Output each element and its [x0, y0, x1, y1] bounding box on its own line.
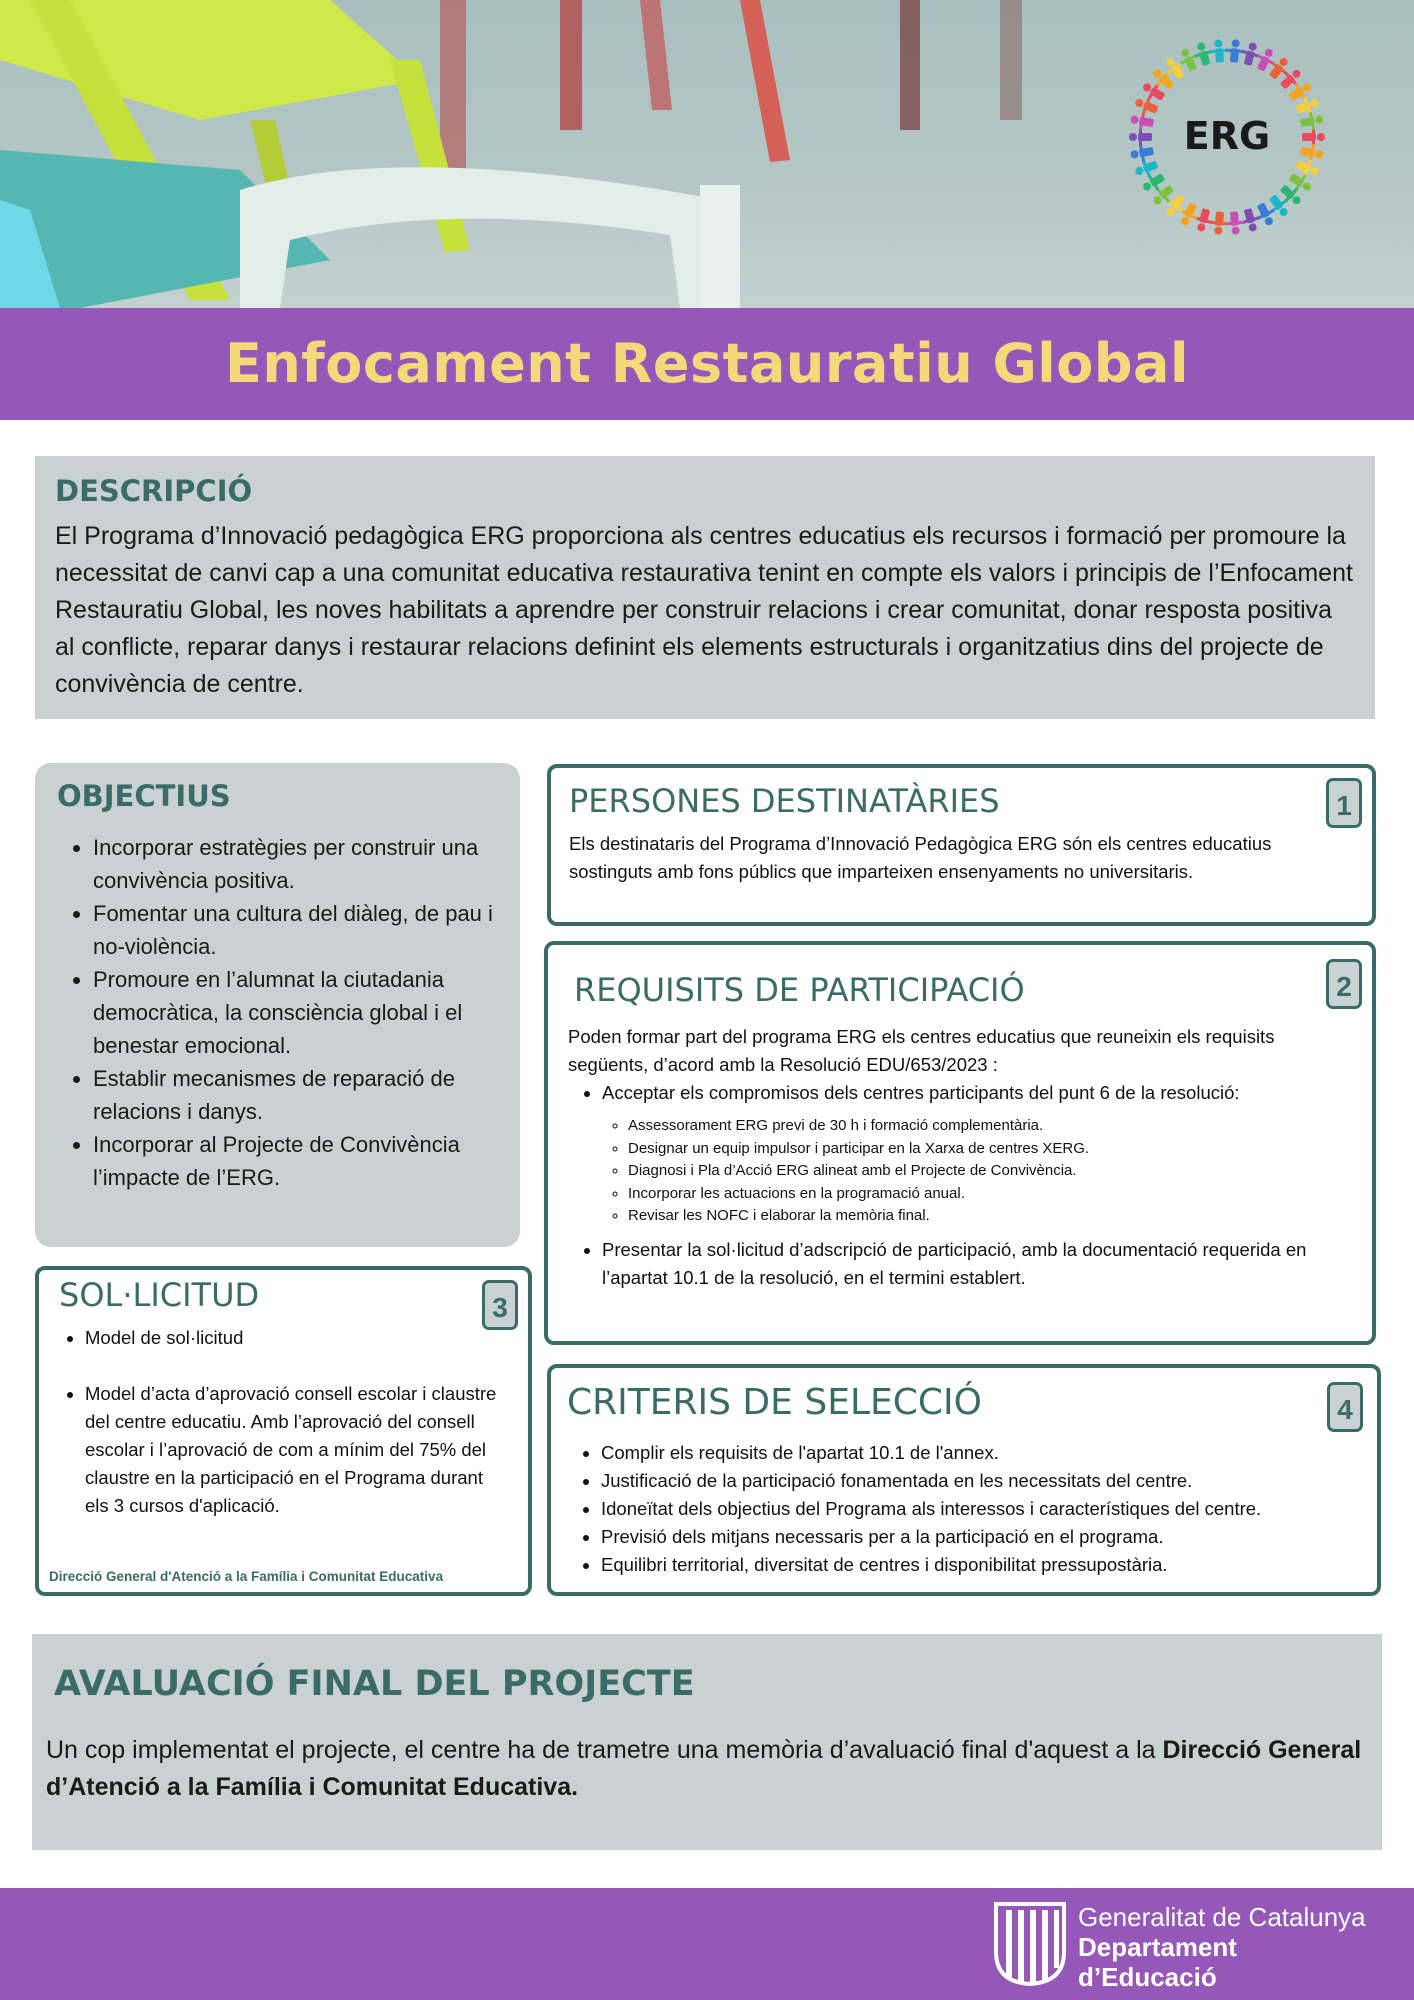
generalitat-wordmark — [1078, 1902, 1366, 1992]
erg-logo — [1124, 34, 1330, 240]
list-item: • Complir els requisits de l'apartat 10.1 de l'annex. — [601, 1439, 1359, 1467]
footer-line-1: Generalitat de Catalunya — [1078, 1902, 1366, 1932]
list-item: • Model d’acta d’aprovació consell escolar i claustre del centre educatiu. Amb l’aprovació del consell escolar i l’aprovació de com a mínim del 75% del claustre en la participació en el Programa durant els 3 cursos d'aplicació. — [85, 1380, 508, 1520]
list-item: • Presentar la sol·licitud d’adscripció de participació, amb la documentació requerida en l’apartat 10.1 de la resolució, en el termini establert. — [602, 1236, 1352, 1292]
description-text: El Programa d’Innovació pedagògica ERG proporciona als centres educatius els recursos i formació per promoure la necessitat de canvi cap a una comunitat educativa restaurativa tenint en compte els valors i principis de l’Enfocament Restauratiu Global, les noves habilitats a aprendre per construir relacions i crear comunitat, donar resposta positiva al conflicte, reparar danys i restaurar relacions definint els elements estructurals i organitzatius dins del projecte de convivència de centre. — [55, 522, 1353, 698]
footer-line-2: Departament — [1078, 1932, 1237, 1962]
recipients-box — [547, 764, 1376, 926]
evaluation-body: Un cop implementat el projecte, el centre ha de trametre una memòria d’avaluació final d'aquest a la — [46, 1736, 1163, 1764]
list-item: • Incorporar al Projecte de Convivència l’impacte de l’ERG. — [93, 1128, 500, 1194]
page-title: Enfocament Restauratiu Global — [224, 332, 1190, 395]
footer-line-3: d’Educació — [1078, 1962, 1217, 1992]
description-panel — [35, 456, 1375, 719]
list-item: ◦ Designar un equip impulsor i participar en la Xarxa de centres XERG. — [628, 1138, 1352, 1161]
evaluation-heading: AVALUACIÓ FINAL DEL PROJECTE — [54, 1664, 695, 1704]
commitments-sublist — [602, 1115, 1352, 1228]
list-item: • Equilibri territorial, diversitat de centres i disponibilitat pressupostària. — [601, 1551, 1359, 1579]
list-item: • Idoneïtat dels objectius del Programa als interessos i característiques del centre. — [601, 1495, 1359, 1523]
objectives-panel — [35, 763, 520, 1247]
list-item: • Previsió dels mitjans necessaris per a la participació en el programa. — [601, 1523, 1359, 1551]
recipients-heading: PERSONES DESTINATÀRIES — [569, 782, 1000, 820]
section-number-badge: 4 — [1327, 1382, 1363, 1432]
list-item: • Incorporar estratègies per construir una convivència positiva. — [93, 831, 500, 897]
list-item: • Fomentar una cultura del diàleg, de pau i no-violència. — [93, 897, 500, 963]
logo-text: ERG — [1183, 114, 1271, 158]
description-heading: DESCRIPCIÓ — [55, 474, 253, 508]
person-figure-icon — [1225, 39, 1245, 64]
title-band — [0, 308, 1414, 420]
objectives-list — [57, 831, 500, 1194]
list-item — [602, 1079, 1352, 1228]
list-item: ◦ Diagnosi i Pla d’Acció ERG alineat amb el Projecte de Convivència. — [628, 1160, 1352, 1183]
directorate-footnote: Direcció General d'Atenció a la Família i Comunitat Educativa — [49, 1569, 444, 1584]
person-figure-icon — [1192, 40, 1216, 67]
section-number-badge: 1 — [1326, 778, 1362, 828]
list-item: • Establir mecanismes de reparació de relacions i danys. — [93, 1062, 500, 1128]
criteria-heading: CRITERIS DE SELECCIÓ — [567, 1382, 982, 1423]
recipients-text: Els destinataris del Programa d’Innovació Pedagògica ERG són els centres educatius sostinguts amb fons públics que imparteixen ensenyaments no universitaris. — [569, 833, 1272, 882]
selection-criteria-box — [547, 1364, 1381, 1596]
application-box — [35, 1266, 532, 1596]
requirements-box — [544, 941, 1376, 1345]
person-figure-icon — [1239, 207, 1263, 234]
list-item: ◦ Revisar les NOFC i elaborar la memòria final. — [628, 1205, 1352, 1228]
generalitat-logo-icon — [994, 1902, 1066, 1986]
list-item: • Promoure en l’alumnat la ciutadania democràtica, la consciència global i el benestar emocional. — [93, 963, 500, 1062]
person-figure-icon — [1192, 207, 1216, 234]
requirement-text: Acceptar els compromisos dels centres participants del punt 6 de la resolució: — [602, 1082, 1240, 1103]
list-item: ◦ Assessorament ERG previ de 30 h i formació complementària. — [628, 1115, 1352, 1138]
footer-band — [0, 1888, 1414, 2000]
criteria-list — [567, 1439, 1359, 1579]
list-item: • Justificació de la participació fonamentada en les necessitats del centre. — [601, 1467, 1359, 1495]
section-number-badge: 3 — [482, 1280, 518, 1330]
evaluation-body-bold: Direcció General d’Atenció a la Família i Comunitat Educativa. — [46, 1736, 1362, 1801]
evaluation-text — [46, 1732, 1362, 1806]
hero-photo — [0, 0, 1414, 308]
application-list — [59, 1324, 508, 1520]
requirements-heading: REQUISITS DE PARTICIPACIÓ — [574, 971, 1025, 1009]
requirements-list — [568, 1079, 1352, 1292]
person-figure-icon — [1209, 211, 1229, 236]
application-heading: SOL·LICITUD — [59, 1276, 260, 1314]
requirements-intro: Poden formar part del programa ERG els centres educatius que reuneixin els requisits següents, d’acord amb la Resolució EDU/653/2023 : — [568, 1026, 1275, 1075]
list-item: ◦ Incorporar les actuacions en la programació anual. — [628, 1183, 1352, 1206]
list-item: • Model de sol·licitud — [85, 1324, 508, 1352]
section-number-badge: 2 — [1326, 959, 1362, 1009]
objectives-heading: OBJECTIUS — [57, 779, 231, 813]
person-figure-icon — [1239, 40, 1263, 67]
evaluation-panel — [32, 1634, 1382, 1850]
